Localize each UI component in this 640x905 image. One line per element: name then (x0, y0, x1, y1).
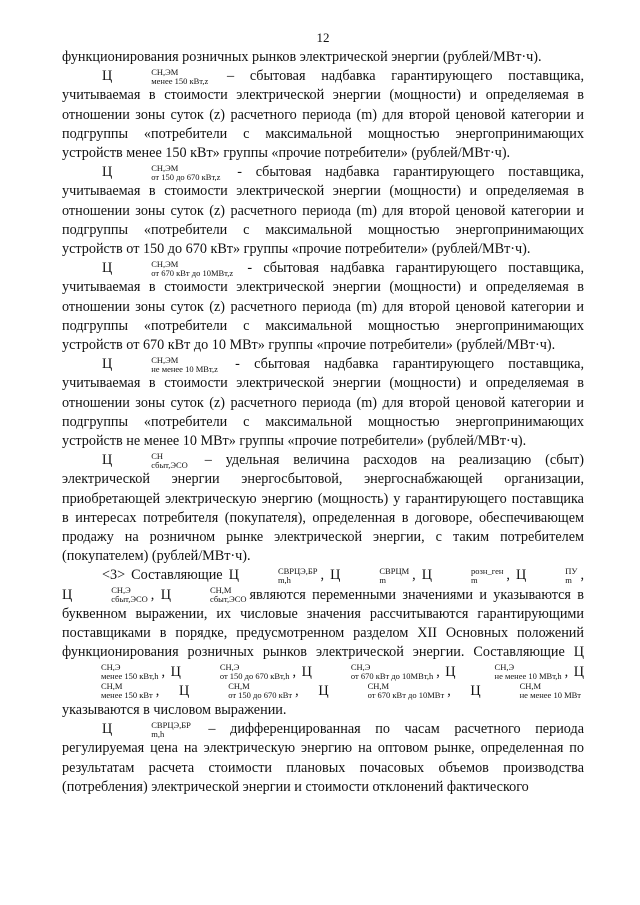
definition-text: – сбытовая надбавка гарантирующего поставщика, учитываемая в стоимости электрической энергии (мощности) и определяемая в отношении зоны суток (z) расчетного периода (m) для второй ценовой категории и подгруппы «потребители с максимальной мощностью энергопринимающих устройств менее 150 кВт» группы «прочие потребители» (рублей/МВт·ч). (62, 68, 584, 162)
footnote-paragraph: <3> Составляющие Ц СВРЦЭ,БР m,h , Ц СВРЦМ m , Ц розн_ген m , Ц ПУ m , Ц СН,Э сбыт,ЭСО , Ц СН,М сбыт,ЭСО являются переменными значениями и указываются в буквенном выражении, их числовые значения рассчитываются гарантирующими поставщиками в порядке, предусмотренном разделом XII Основных положений функционирования розничных рынков электрической энергии. Составляющие Ц СН,Э менее 150 кВт,h , Ц СН,Э от 150 до 670 кВт,h , Ц СН,Э от 670 кВт до 10МВт,h , Ц СН,Э не менее 10 МВт,h , Ц СН,М менее 150 кВт , Ц СН,М от 150 до 670 кВт , Ц СН,М от 670 кВт до 10МВт , Ц СН,М не менее 10 МВт указываются в числовом выражении. (62, 566, 585, 718)
symbol-index: m (565, 575, 572, 586)
definition-text: – удельная величина расходов на реализацию (сбыт) электрической энергии энергосбытовой, энергоснабжающей организации, приобретающей электрическую энергию (мощность) у гарантирующего поставщика в интересах потребителя (покупателя), определенная в договоре, обеспечивающем продажу на розничном рынке электрической энергии, с таким потребителем (покупателем) (рублей/МВт·ч). (62, 452, 584, 565)
footnote-text: являются переменными значениями и указываются в буквенном выражении, их числовые значения рассчитываются гарантирующими поставщиками в порядке, предусмотренном разделом XII Основных положений функционирования розничных рынков электрической энергии. Составляющие (62, 586, 584, 661)
superscript: СВРЦЭ,БР (151, 719, 191, 730)
symbol-index: m,h (277, 575, 291, 586)
symbol-indices (71, 586, 148, 604)
symbol-indices (180, 663, 290, 681)
price-symbol: Ц (102, 68, 113, 85)
superscript: СН,ЭМ (151, 258, 179, 269)
price-symbol: Ц (421, 567, 433, 584)
symbol-indices (111, 68, 208, 86)
definition-text: - сбытовая надбавка гарантирующего поставщика, учитываемая в стоимости электрической энергии (мощности) и определяемая в отношении зоны суток (z) расчетного периода (m) для второй ценовой категории и подгруппы «потребители с максимальной мощностью энергопринимающих устройств не менее 10 МВт» группы «прочие потребители» (рублей/МВт·ч). (62, 356, 584, 450)
symbol-index: сбыт,ЭСО (111, 594, 148, 605)
price-symbol: Ц (102, 260, 113, 277)
definition-paragraph (62, 163, 584, 259)
definition-paragraph (62, 720, 584, 797)
superscript: СН,ЭМ (151, 162, 179, 173)
symbol-indices (61, 682, 153, 700)
definition-paragraph (62, 355, 584, 451)
symbol-indices (328, 682, 445, 700)
symbol-index: СН,Э (101, 662, 121, 673)
subscript: m,h (151, 728, 165, 739)
definition-text: - сбытовая надбавка гарантирующего поставщика, учитываемая в стоимости электрической энергии (мощности) и определяемая в отношении зоны суток (z) расчетного периода (m) для второй ценовой категории и подгруппы «потребители с максимальной мощностью энергопринимающих устройств от 670 кВт до 10 МВт» группы «прочие потребители» (рублей/МВт·ч). (62, 260, 584, 354)
price-symbol: Ц (228, 567, 239, 584)
definition-text: - сбытовая надбавка гарантирующего поставщика, учитываемая в стоимости электрической энергии (мощности) и определяемая в отношении зоны суток (z) расчетного периода (m) для второй ценовой категории и подгруппы «потребители с максимальной мощностью энергопринимающих устройств от 150 до 670 кВт» группы «прочие потребители» (рублей/МВт·ч). (62, 164, 584, 258)
price-symbol: Ц (170, 663, 181, 680)
symbol-index: СН,М (367, 681, 390, 692)
symbol-index: СН,Э (219, 662, 240, 673)
price-symbol: Ц (102, 721, 113, 738)
symbol-index: не менее 10 МВт,h (494, 671, 562, 682)
price-symbol: Ц (318, 682, 329, 699)
symbol-index: СН,Э (111, 585, 131, 596)
page-number: 12 (316, 30, 330, 45)
definition-paragraph (62, 451, 584, 566)
symbol-index: менее 150 кВт (101, 690, 153, 701)
price-symbol: Ц (445, 663, 456, 680)
subscript: от 670 кВт до 10МВт,z (151, 267, 234, 278)
price-symbol: Ц (160, 586, 171, 603)
symbol-indices (339, 567, 409, 585)
symbol-index: m (471, 575, 478, 586)
paragraph-text: функционирования розничных рынков электрической энергии (рублей/МВт·ч). (62, 49, 542, 65)
price-symbol: Ц (301, 663, 312, 680)
symbol-indices (61, 663, 159, 681)
symbol-index: СН,М (101, 681, 123, 692)
symbol-index: менее 150 кВт,h (101, 671, 159, 682)
subscript: не менее 10 МВт,z (151, 363, 218, 374)
symbol-indices (170, 586, 247, 604)
symbol-indices (188, 682, 292, 700)
symbol-index: СН,М (519, 681, 542, 692)
symbol-indices (525, 567, 577, 585)
symbol-index: от 670 кВт до 10МВт,h (350, 671, 434, 682)
price-symbol: Ц (573, 663, 584, 680)
price-symbol: Ц (573, 644, 584, 661)
symbol-index: СВРЦМ (379, 566, 410, 577)
price-symbol: Ц (470, 682, 481, 699)
symbol-index: СН,М (228, 681, 250, 692)
symbol-index: от 150 до 670 кВт (228, 690, 293, 701)
paragraph (62, 48, 584, 67)
price-symbol: Ц (102, 164, 113, 181)
symbol-index: m (379, 575, 387, 586)
superscript: СН,ЭМ (151, 66, 179, 77)
symbol-index: розн_ген (471, 566, 504, 577)
footnote-lead: <3> Составляющие (102, 567, 229, 584)
price-symbol: Ц (102, 356, 113, 373)
superscript: СН (151, 451, 164, 461)
symbol-indices (111, 164, 220, 182)
price-symbol: Ц (330, 567, 341, 584)
document-page (62, 30, 584, 797)
symbol-indices (111, 721, 191, 739)
symbol-indices (111, 452, 188, 470)
subscript: сбыт,ЭСО (151, 460, 188, 470)
superscript: СН,ЭМ (151, 354, 179, 365)
definition-paragraph (62, 67, 584, 163)
definition-paragraph (62, 259, 584, 355)
symbol-index: не менее 10 МВт (519, 690, 582, 701)
footnote-text-end: указываются в числовом выражении. (62, 701, 287, 718)
symbol-index: СН,Э (350, 662, 371, 673)
price-symbol: Ц (178, 682, 190, 699)
subscript: менее 150 кВт,z (151, 75, 209, 86)
symbol-index: СВРЦЭ,БР (277, 566, 318, 577)
price-symbol: Ц (102, 452, 113, 469)
price-symbol: Ц (62, 586, 73, 603)
symbol-index: от 150 до 670 кВт,h (219, 671, 290, 682)
symbol-index: ПУ (565, 566, 578, 577)
symbol-indices (111, 356, 218, 374)
symbol-indices (455, 663, 562, 681)
symbol-indices (238, 567, 318, 585)
symbol-index: от 670 кВт до 10МВт (367, 690, 445, 701)
symbol-indices (431, 567, 503, 585)
symbol-index: СН,Э (494, 662, 515, 673)
subscript: от 150 до 670 кВт,z (151, 171, 221, 182)
symbol-index: сбыт,ЭСО (209, 594, 247, 605)
symbol-index: СН,М (209, 585, 232, 596)
symbol-indices (111, 260, 233, 278)
symbol-indices (480, 682, 581, 700)
symbol-indices (311, 663, 433, 681)
price-symbol: Ц (516, 567, 527, 584)
definition-text: – дифференцированная по часам расчетного периода регулируемая цена на электрическую энергию на оптовом рынке, определенная по результатам расчета стоимости плановых почасовых объемов производства (потребления) электрической энергии и стоимости отклонений фактического (62, 721, 584, 795)
